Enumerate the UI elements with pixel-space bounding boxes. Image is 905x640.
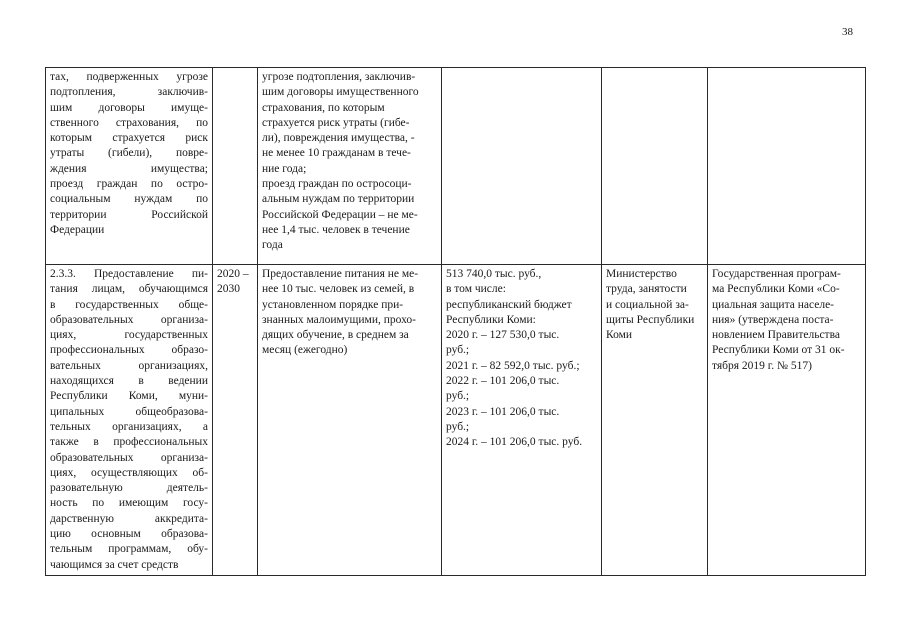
text-line: Российской Федерации – не ме- bbox=[262, 208, 418, 221]
text-line: циях, осуществляющих об- bbox=[50, 466, 208, 479]
text-line: подтопления, заключив- bbox=[50, 86, 208, 99]
text-line: новлением Правительства bbox=[712, 329, 840, 342]
text-line: 2020 г. – 127 530,0 тыс. bbox=[446, 329, 560, 342]
program-text bbox=[712, 267, 861, 374]
text-line: знанных малоимущими, прохо- bbox=[262, 313, 416, 326]
period-text bbox=[217, 267, 253, 298]
indicator-text bbox=[262, 267, 437, 359]
program-cell bbox=[708, 265, 866, 576]
text-line: Республики Коми: bbox=[446, 313, 536, 326]
text-line: циях, государственных bbox=[50, 329, 208, 342]
text-line: вательных организациях, bbox=[50, 359, 208, 372]
text-line: которым страхуется риск bbox=[50, 132, 208, 145]
financing-cell bbox=[442, 68, 602, 265]
text-line: 2022 г. – 101 206,0 тыс. bbox=[446, 375, 560, 388]
executor-cell bbox=[602, 68, 708, 265]
text-line: территории Российской bbox=[50, 208, 208, 221]
text-line: циальная защита населе- bbox=[712, 298, 835, 311]
text-line: дящих обучение, в среднем за bbox=[262, 329, 409, 342]
text-line: тельных организациях, а bbox=[50, 420, 208, 433]
text-line: ципальных общеобразова- bbox=[50, 405, 208, 418]
text-line: находящихся в ведении bbox=[50, 375, 208, 388]
text-line: 513 740,0 тыс. руб., bbox=[446, 268, 542, 280]
text-line: тября 2019 г. № 517) bbox=[712, 359, 812, 372]
text-line: разовательную деятель- bbox=[50, 482, 208, 495]
text-line: социальным нуждам по bbox=[50, 193, 208, 206]
indicator-text bbox=[262, 70, 437, 254]
text-line: года bbox=[262, 239, 283, 252]
text-line: ждения имущества; bbox=[50, 162, 208, 175]
period-cell bbox=[213, 265, 258, 576]
text-line: ственного страхования, по bbox=[50, 116, 208, 129]
text-line: нее 10 тыс. человек из семей, в bbox=[262, 283, 415, 296]
measure-text bbox=[50, 267, 208, 573]
text-line: угрозе подтопления, заключив- bbox=[262, 71, 416, 83]
text-line: тельным программам, обу- bbox=[50, 543, 208, 556]
text-line: в государственных обще- bbox=[50, 298, 208, 311]
text-line: ма Республики Коми «Со- bbox=[712, 283, 840, 296]
text-line: Предоставление питания не ме- bbox=[262, 268, 419, 280]
text-line: месяц (ежегодно) bbox=[262, 344, 348, 357]
executor-text bbox=[606, 267, 703, 343]
measure-cell bbox=[46, 68, 213, 265]
text-line: 2030 bbox=[217, 283, 240, 296]
text-line: ния» (утверждена поста- bbox=[712, 313, 834, 326]
text-line: дарственную аккредита- bbox=[50, 512, 208, 525]
text-line: чающимся за счет средств bbox=[50, 558, 179, 571]
text-line: 2023 г. – 101 206,0 тыс. bbox=[446, 405, 560, 418]
text-line: цию основным образова- bbox=[50, 528, 208, 541]
page-number: 38 bbox=[842, 26, 853, 38]
text-line: ли), повреждения имущества, - bbox=[262, 132, 415, 145]
text-line: также в профессиональных bbox=[50, 436, 208, 449]
text-line: Республики Коми, муни- bbox=[50, 390, 208, 403]
text-line: 2024 г. – 101 206,0 тыс. руб. bbox=[446, 436, 583, 449]
text-line: установленном порядке при- bbox=[262, 298, 404, 311]
table-row bbox=[46, 265, 866, 576]
text-line: руб.; bbox=[446, 390, 470, 403]
measure-cell bbox=[46, 265, 213, 576]
text-line: Коми bbox=[606, 329, 633, 342]
text-line: руб.; bbox=[446, 420, 470, 433]
text-line: щиты Республики bbox=[606, 313, 695, 326]
text-line: руб.; bbox=[446, 344, 470, 357]
text-line: и социальной за- bbox=[606, 298, 689, 311]
text-line: 2.3.3. Предоставление пи- bbox=[50, 268, 208, 280]
text-line: Республики Коми от 31 ок- bbox=[712, 344, 845, 357]
measures-table bbox=[45, 67, 866, 576]
text-line: страхуется риск утраты (гибе- bbox=[262, 116, 410, 129]
text-line: шим договоры имуще- bbox=[50, 101, 208, 114]
indicator-cell bbox=[258, 68, 442, 265]
text-line: профессиональных образо- bbox=[50, 344, 208, 357]
text-line: в том числе: bbox=[446, 283, 506, 296]
text-line: Министерство bbox=[606, 268, 677, 280]
text-line: 2021 г. – 82 592,0 тыс. руб.; bbox=[446, 359, 580, 372]
executor-cell bbox=[602, 265, 708, 576]
text-line: труда, занятости bbox=[606, 283, 687, 296]
text-line: республиканский бюджет bbox=[446, 298, 572, 311]
text-line: образовательных организа- bbox=[50, 451, 208, 464]
text-line: тания лицам, обучающимся bbox=[50, 283, 208, 296]
program-cell bbox=[708, 68, 866, 265]
text-line: страхования, по которым bbox=[262, 101, 385, 114]
text-line: альным нуждам по территории bbox=[262, 193, 415, 206]
indicator-cell bbox=[258, 265, 442, 576]
text-line: нее 1,4 тыс. человек в течение bbox=[262, 223, 410, 236]
text-line: образовательных организа- bbox=[50, 313, 208, 326]
text-line: Государственная програм- bbox=[712, 268, 841, 280]
text-line: проезд граждан по остросоци- bbox=[262, 178, 412, 191]
period-cell bbox=[213, 68, 258, 265]
text-line: утраты (гибели), повре- bbox=[50, 147, 208, 160]
text-line: тах, подверженных угрозе bbox=[50, 71, 208, 83]
financing-text bbox=[446, 267, 597, 451]
text-line: ность по имеющим госу- bbox=[50, 497, 208, 510]
text-line: шим договоры имущественного bbox=[262, 86, 419, 99]
measure-text bbox=[50, 70, 208, 238]
text-line: проезд граждан по остро- bbox=[50, 178, 208, 191]
text-line: ние года; bbox=[262, 162, 307, 175]
text-line: Федерации bbox=[50, 223, 105, 236]
text-line: не менее 10 гражданам в тече- bbox=[262, 147, 411, 160]
table-row bbox=[46, 68, 866, 265]
text-line: 2020 – bbox=[217, 268, 249, 280]
financing-cell bbox=[442, 265, 602, 576]
